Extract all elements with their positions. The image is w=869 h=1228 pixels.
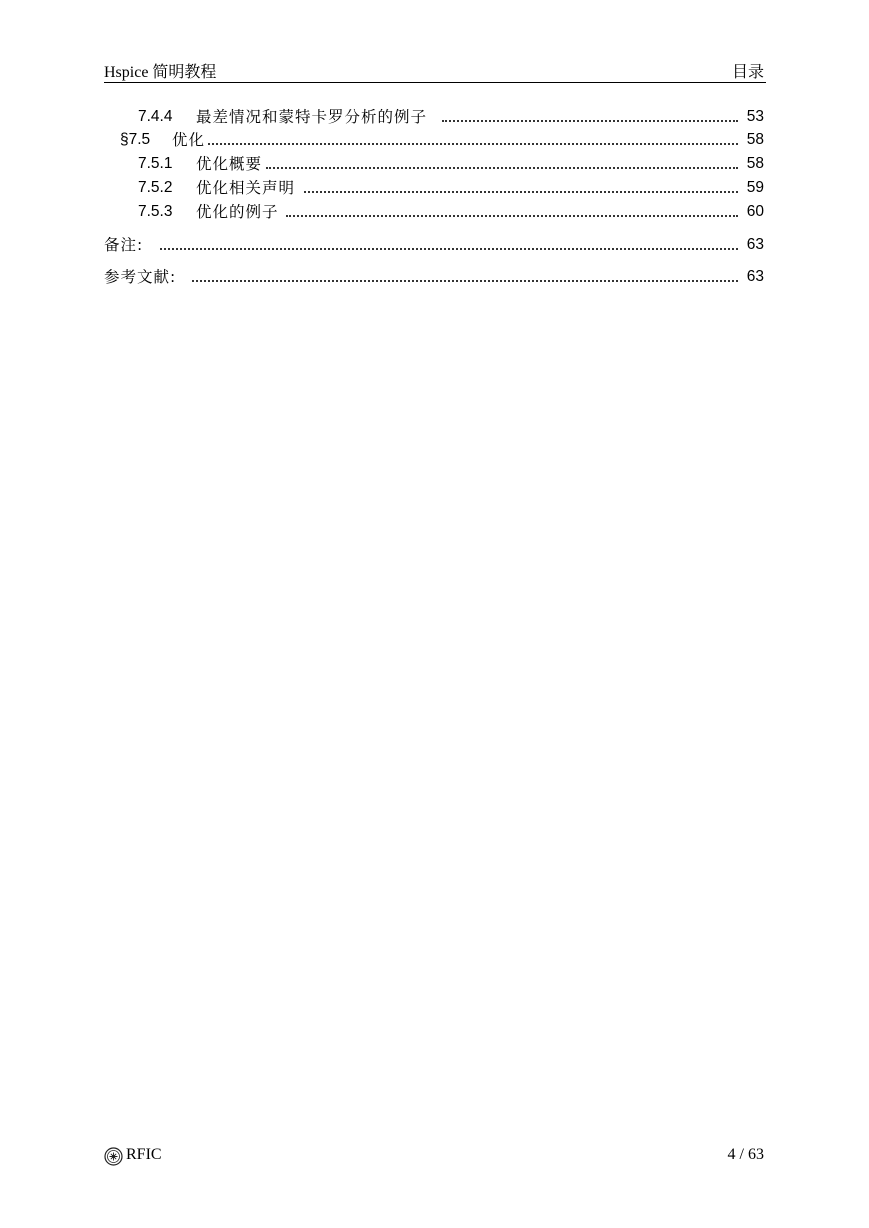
dot-leader: [304, 191, 738, 193]
toc-entry-number: 7.4.4: [138, 108, 173, 125]
dot-leader: [192, 280, 738, 282]
toc-entry[interactable]: [104, 153, 764, 175]
toc-entry[interactable]: [104, 177, 764, 199]
toc-entry-title: 最差情况和蒙特卡罗分析的例子: [196, 108, 428, 126]
toc-entry-title: 优化的例子: [196, 203, 279, 221]
toc-entry[interactable]: [104, 201, 764, 223]
toc-entry-number: 7.5.2: [138, 179, 173, 196]
toc-entry[interactable]: [104, 129, 764, 151]
toc-entry-title: 备注:: [104, 236, 144, 254]
footer-brand: RFIC: [126, 1146, 162, 1163]
toc-entry[interactable]: [104, 106, 764, 128]
page-header: [104, 58, 766, 83]
rfic-logo-icon: [104, 1147, 123, 1171]
toc-entry-page: 58: [746, 131, 764, 148]
page-number: 4 / 63: [727, 1146, 764, 1163]
dot-leader: [286, 215, 738, 217]
section-name: 目录: [731, 64, 764, 81]
toc-entry-page: 63: [746, 268, 764, 285]
dot-leader: [442, 120, 738, 122]
toc-entry[interactable]: [104, 234, 764, 256]
toc-entry-number: §7.5: [120, 131, 151, 148]
toc-entry-page: 59: [746, 179, 764, 196]
toc-entry-number: 7.5.1: [138, 155, 173, 172]
dot-leader: [208, 143, 738, 145]
dot-leader: [160, 248, 738, 250]
toc-entry-page: 60: [746, 203, 764, 220]
page-footer: [104, 1145, 766, 1169]
toc-entry-page: 63: [746, 236, 764, 253]
toc-entry[interactable]: [104, 266, 764, 288]
toc-entry-page: 53: [746, 108, 764, 125]
toc-entry-title: 优化: [172, 131, 206, 149]
toc-entry-title: 优化相关声明: [196, 179, 296, 197]
toc-entry-title: 参考文献:: [104, 268, 177, 286]
toc-entry-title: 优化概要: [196, 155, 263, 173]
dot-leader: [266, 167, 738, 169]
toc-entry-number: 7.5.3: [138, 203, 173, 220]
document-title: Hspice 简明教程: [104, 64, 217, 81]
toc-entry-page: 58: [746, 155, 764, 172]
